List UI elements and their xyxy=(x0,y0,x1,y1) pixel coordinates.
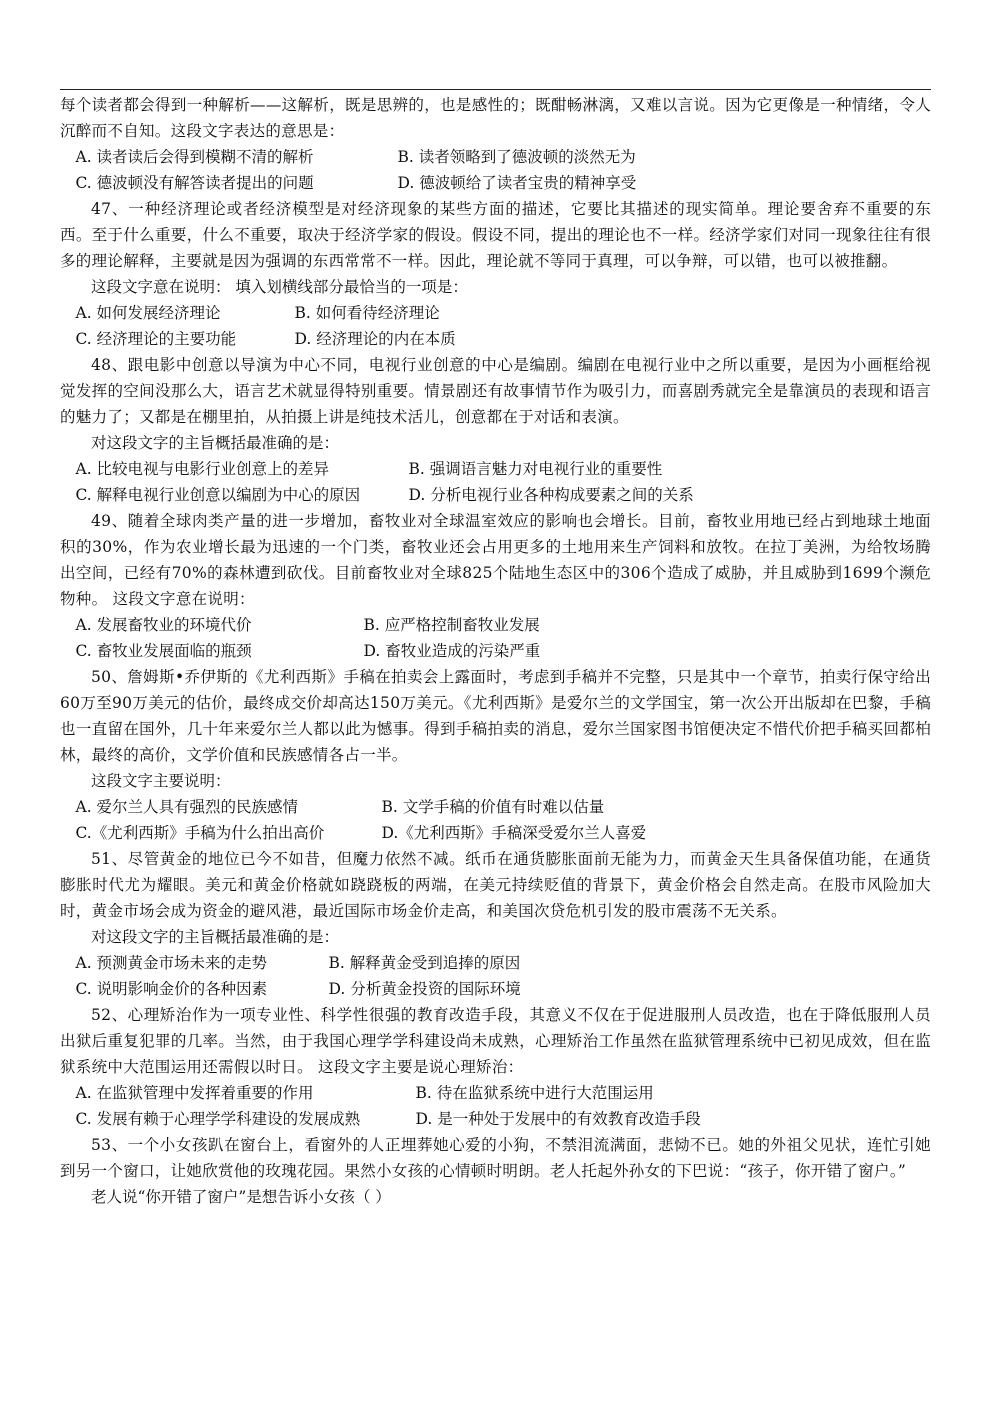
question-51-stem: 51、尽管黄金的地位已今不如昔，但魔力依然不减。纸币在通货膨胀面前无能为力，而黄金天生具备保值功能，在通货膨胀时代尤为耀眼。美元和黄金价格就如跷跷板的两端，在美元持续贬值的背景下，黄金价格会自然走高。在股市风险加大时，黄金市场会成为资金的避风港，最近国际市场金价走高，和美国次贷危机引发的股市震荡不无关系。 xyxy=(60,850,931,920)
question-49-options-row1 xyxy=(60,612,931,638)
question-47-option-b: B. 如何看待经济理论 xyxy=(294,304,440,322)
question-52-option-c: C. 发展有赖于心理学学科建设的发展成熟 xyxy=(75,1110,361,1128)
question-46-options-row2 xyxy=(60,170,931,196)
question-48-option-c: C. 解释电视行业创意以编剧为中心的原因 xyxy=(75,486,361,504)
question-46-options-row1 xyxy=(60,144,931,170)
question-47-stem: 47、一种经济理论或者经济模型是对经济现象的某些方面的描述，它要比其描述的现实简单。理论要舍弃不重要的东西。至于什么重要，什么不重要，取决于经济学家的假设。假设不同，提出的理论也不一样。经济学家们对同一现象往往有很多的理论解释，主要就是因为强调的东西常常不一样。因此，理论就不等同于真理，可以争辩，可以错，也可以被推翻。 xyxy=(60,200,931,270)
question-46-option-a: A. 读者读后会得到模糊不清的解析 xyxy=(75,148,314,166)
question-52-options-row2 xyxy=(60,1106,931,1132)
question-50-option-b: B. 文学手稿的价值有时难以估量 xyxy=(381,798,605,816)
question-46-option-b: B. 读者领略到了德波顿的淡然无为 xyxy=(397,148,636,166)
question-48-option-d: D. 分析电视行业各种构成要素之间的关系 xyxy=(408,486,694,504)
question-48-stem: 48、跟电影中创意以导演为中心不同，电视行业创意的中心是编剧。编剧在电视行业中之所以重要，是因为小画框给视觉发挥的空间没那么大，语言艺术就显得特别重要。情景剧还有故事情节作为吸引力，而喜剧秀就完全是靠演员的表现和语言的魅力了；又都是在棚里拍，从拍摄上讲是纯技术活儿，创意都在于对话和表演。 xyxy=(60,356,931,426)
question-49-option-a: A. 发展畜牧业的环境代价 xyxy=(75,616,252,634)
question-50-prompt: 这段文字主要说明： xyxy=(91,772,231,790)
question-49-option-b: B. 应严格控制畜牧业发展 xyxy=(363,616,540,634)
question-48-options-row2 xyxy=(60,482,931,508)
question-49-stem: 49、随着全球肉类产量的进一步增加，畜牧业对全球温室效应的影响也会增长。目前，畜牧业用地已经占到地球土地面积的30%，作为农业增长最为迅速的一个门类，畜牧业还会占用更多的土地用来生产饲料和放牧。在拉丁美洲，为给牧场腾出空间，已经有70%的森林遭到砍伐。目前畜牧业对全球825个陆地生态区中的306个造成了威胁，并且威胁到1699个濒危物种。 这段文字意在说明： xyxy=(60,512,931,608)
page-content xyxy=(60,92,931,1210)
question-53-stem: 53、一个小女孩趴在窗台上，看窗外的人正埋葬她心爱的小狗，不禁泪流满面，悲恸不已。她的外祖父见状，连忙引她到另一个窗口，让她欣赏他的玫瑰花园。果然小女孩的心情顿时明朗。老人托起外孙女的下巴说：“孩子，你开错了窗户。” xyxy=(60,1136,931,1180)
question-50-options-row2 xyxy=(60,820,931,846)
question-50-option-c: C.《尤利西斯》手稿为什么拍出高价 xyxy=(75,824,325,842)
question-51-option-c: C. 说明影响金价的各种因素 xyxy=(75,980,268,998)
question-48-options-row1 xyxy=(60,456,931,482)
question-50-option-d: D.《尤利西斯》手稿深受爱尔兰人喜爱 xyxy=(381,824,647,842)
question-52-option-a: A. 在监狱管理中发挥着重要的作用 xyxy=(75,1084,314,1102)
question-47-options-row2 xyxy=(60,326,931,352)
question-53-prompt: 老人说“你开错了窗户”是想告诉小女孩（ ） xyxy=(91,1188,391,1206)
question-46-option-d: D. 德波顿给了读者宝贵的精神享受 xyxy=(397,174,637,192)
question-50-option-a: A. 爱尔兰人具有强烈的民族感情 xyxy=(75,798,299,816)
question-46-stem: 每个读者都会得到一种解析——这解析，既是思辨的，也是感性的；既酣畅淋漓，又难以言说。因为它更像是一种情绪，令人沉醉而不自知。这段文字表达的意思是： xyxy=(60,96,931,140)
question-49-option-c: C. 畜牧业发展面临的瓶颈 xyxy=(75,642,252,660)
question-47-option-a: A. 如何发展经济理论 xyxy=(75,304,221,322)
question-49-options-row2 xyxy=(60,638,931,664)
question-51-options-row1 xyxy=(60,950,931,976)
question-52-options-row1 xyxy=(60,1080,931,1106)
question-50-stem: 50、詹姆斯•乔伊斯的《尤利西斯》手稿在拍卖会上露面时，考虑到手稿并不完整，只是其中一个章节，拍卖行保守给出60万至90万美元的估价，最终成交价却高达150万美元。《尤利西斯》是爱尔兰的文学国宝，第一次公开出版却在巴黎，手稿也一直留在国外，几十年来爱尔兰人都以此为憾事。得到手稿拍卖的消息，爱尔兰国家图书馆便决定不惜代价把手稿买回都柏林，最终的高价，文学价值和民族感情各占一半。 xyxy=(60,668,931,764)
question-50-options-row1 xyxy=(60,794,931,820)
question-52-option-d: D. 是一种处于发展中的有效教育改造手段 xyxy=(415,1110,701,1128)
question-47-option-d: D. 经济理论的内在本质 xyxy=(294,330,456,348)
question-46-option-c: C. 德波顿没有解答读者提出的问题 xyxy=(75,174,314,192)
question-49-option-d: D. 畜牧业造成的污染严重 xyxy=(363,642,541,660)
question-47-options-row1 xyxy=(60,300,931,326)
question-52-option-b: B. 待在监狱系统中进行大范围运用 xyxy=(415,1084,654,1102)
question-48-option-a: A. 比较电视与电影行业创意上的差异 xyxy=(75,460,330,478)
question-48-prompt: 对这段文字的主旨概括最准确的是： xyxy=(91,434,340,452)
question-51-options-row2 xyxy=(60,976,931,1002)
question-52-stem: 52、心理矫治作为一项专业性、科学性很强的教育改造手段，其意义不仅在于促进服刑人员改造，也在于降低服刑人员出狱后重复犯罪的几率。当然，由于我国心理学学科建设尚未成熟，心理矫治工作虽然在监狱管理系统中已初见成效，但在监狱系统中大范围运用还需假以时日。 这段文字主要是说心理矫治： xyxy=(60,1006,931,1076)
header-rule xyxy=(60,89,931,90)
question-51-option-b: B. 解释黄金受到追捧的原因 xyxy=(328,954,521,972)
question-47-option-c: C. 经济理论的主要功能 xyxy=(75,330,237,348)
question-51-prompt: 对这段文字的主旨概括最准确的是： xyxy=(91,928,340,946)
question-51-option-d: D. 分析黄金投资的国际环境 xyxy=(328,980,521,998)
question-51-option-a: A. 预测黄金市场未来的走势 xyxy=(75,954,268,972)
question-47-prompt: 这段文字意在说明： 填入划横线部分最恰当的一项是： xyxy=(91,278,468,296)
question-48-option-b: B. 强调语言魅力对电视行业的重要性 xyxy=(408,460,663,478)
